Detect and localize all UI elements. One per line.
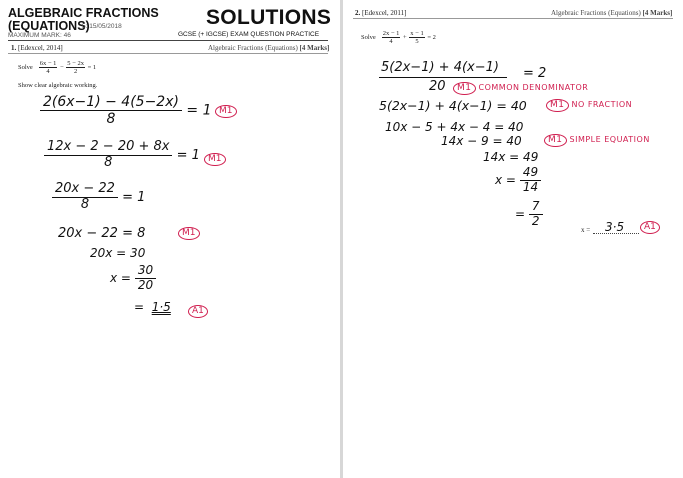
mark-m1-step-4: M1 (178, 220, 203, 240)
row-1-rhs: = 2 (523, 66, 547, 81)
question-topic: Algebraic Fractions (Equations) [4 Marks] (208, 44, 330, 52)
question-header: 2. [Edexcel, 2011] (355, 9, 407, 17)
left-page (0, 0, 340, 478)
row-3: 10x − 5 + 4x − 4 = 40 (385, 120, 524, 134)
question-rule (353, 18, 673, 19)
step-7-answer: = 1·5 (134, 300, 171, 314)
subtitle: GCSE (+ IGCSE) EXAM QUESTION PRACTICE (178, 31, 320, 38)
final-answer: 3·5 (605, 220, 625, 234)
note-no-fraction: M1 NO FRACTION (546, 99, 632, 112)
instruction-text: Show clear algebraic working. (18, 82, 98, 89)
step-5: 20x = 30 (90, 246, 146, 260)
step-1: $\frac{2(6x-1) - 4(5-2x)}{8}$ = 1 (40, 94, 212, 127)
maximum-mark: MAXIMUM MARK: 46 (8, 32, 71, 39)
row-2: 5(2x−1) + 4(x−1) = 40 (379, 98, 527, 113)
mark-a1: A1 (188, 298, 211, 318)
solutions-heading: SOLUTIONS (206, 6, 332, 29)
question-equation: Solve $\frac{6x - 1}{4}$ − $\frac{5 - 2x}{2}$ = 1 (18, 60, 97, 76)
row-5: 14x = 49 (483, 150, 539, 164)
mark-a1: A1 (640, 214, 663, 234)
right-page (343, 0, 683, 478)
step-6: x = $\frac{30}{20}$ (110, 264, 156, 293)
date-text: 5: 15/05/2018 (82, 23, 122, 30)
note-common-denominator: M1 COMMON DENOMINATOR (453, 82, 588, 95)
step-2: $\frac{12x - 2 - 20 + 8x}{8}$ = 1 (44, 140, 200, 171)
note-simple-equation: M1 SIMPLE EQUATION (544, 134, 650, 147)
question-rule (8, 53, 328, 54)
row-1-numerator: 5(2x−1) + 4(x−1) (381, 60, 499, 75)
step-4: 20x − 22 = 8 (58, 226, 146, 241)
mark-m1-step-1: M1 (215, 98, 240, 118)
row-7: = $\frac{7}{2}$ (515, 200, 543, 229)
question-header: 1. [Edexcel, 2014] (11, 44, 63, 52)
row-4: 14x − 9 = 40 (441, 134, 522, 148)
answer-label: x = (581, 226, 591, 234)
question-equation: Solve $\frac{2x - 1}{4}$ + $\frac{x - 1}{5}$ = 2 (361, 30, 436, 46)
row-6: x = $\frac{49}{14}$ (495, 166, 541, 195)
step-3: $\frac{20x - 22}{8}$ = 1 (52, 182, 145, 213)
row-1-denominator: 20 (429, 79, 446, 94)
document-title: ALGEBRAIC FRACTIONS (EQUATIONS) (8, 6, 159, 33)
header-rule (8, 40, 328, 41)
question-topic: Algebraic Fractions (Equations) [4 Marks] (551, 9, 673, 17)
mark-m1-step-2: M1 (204, 146, 229, 166)
